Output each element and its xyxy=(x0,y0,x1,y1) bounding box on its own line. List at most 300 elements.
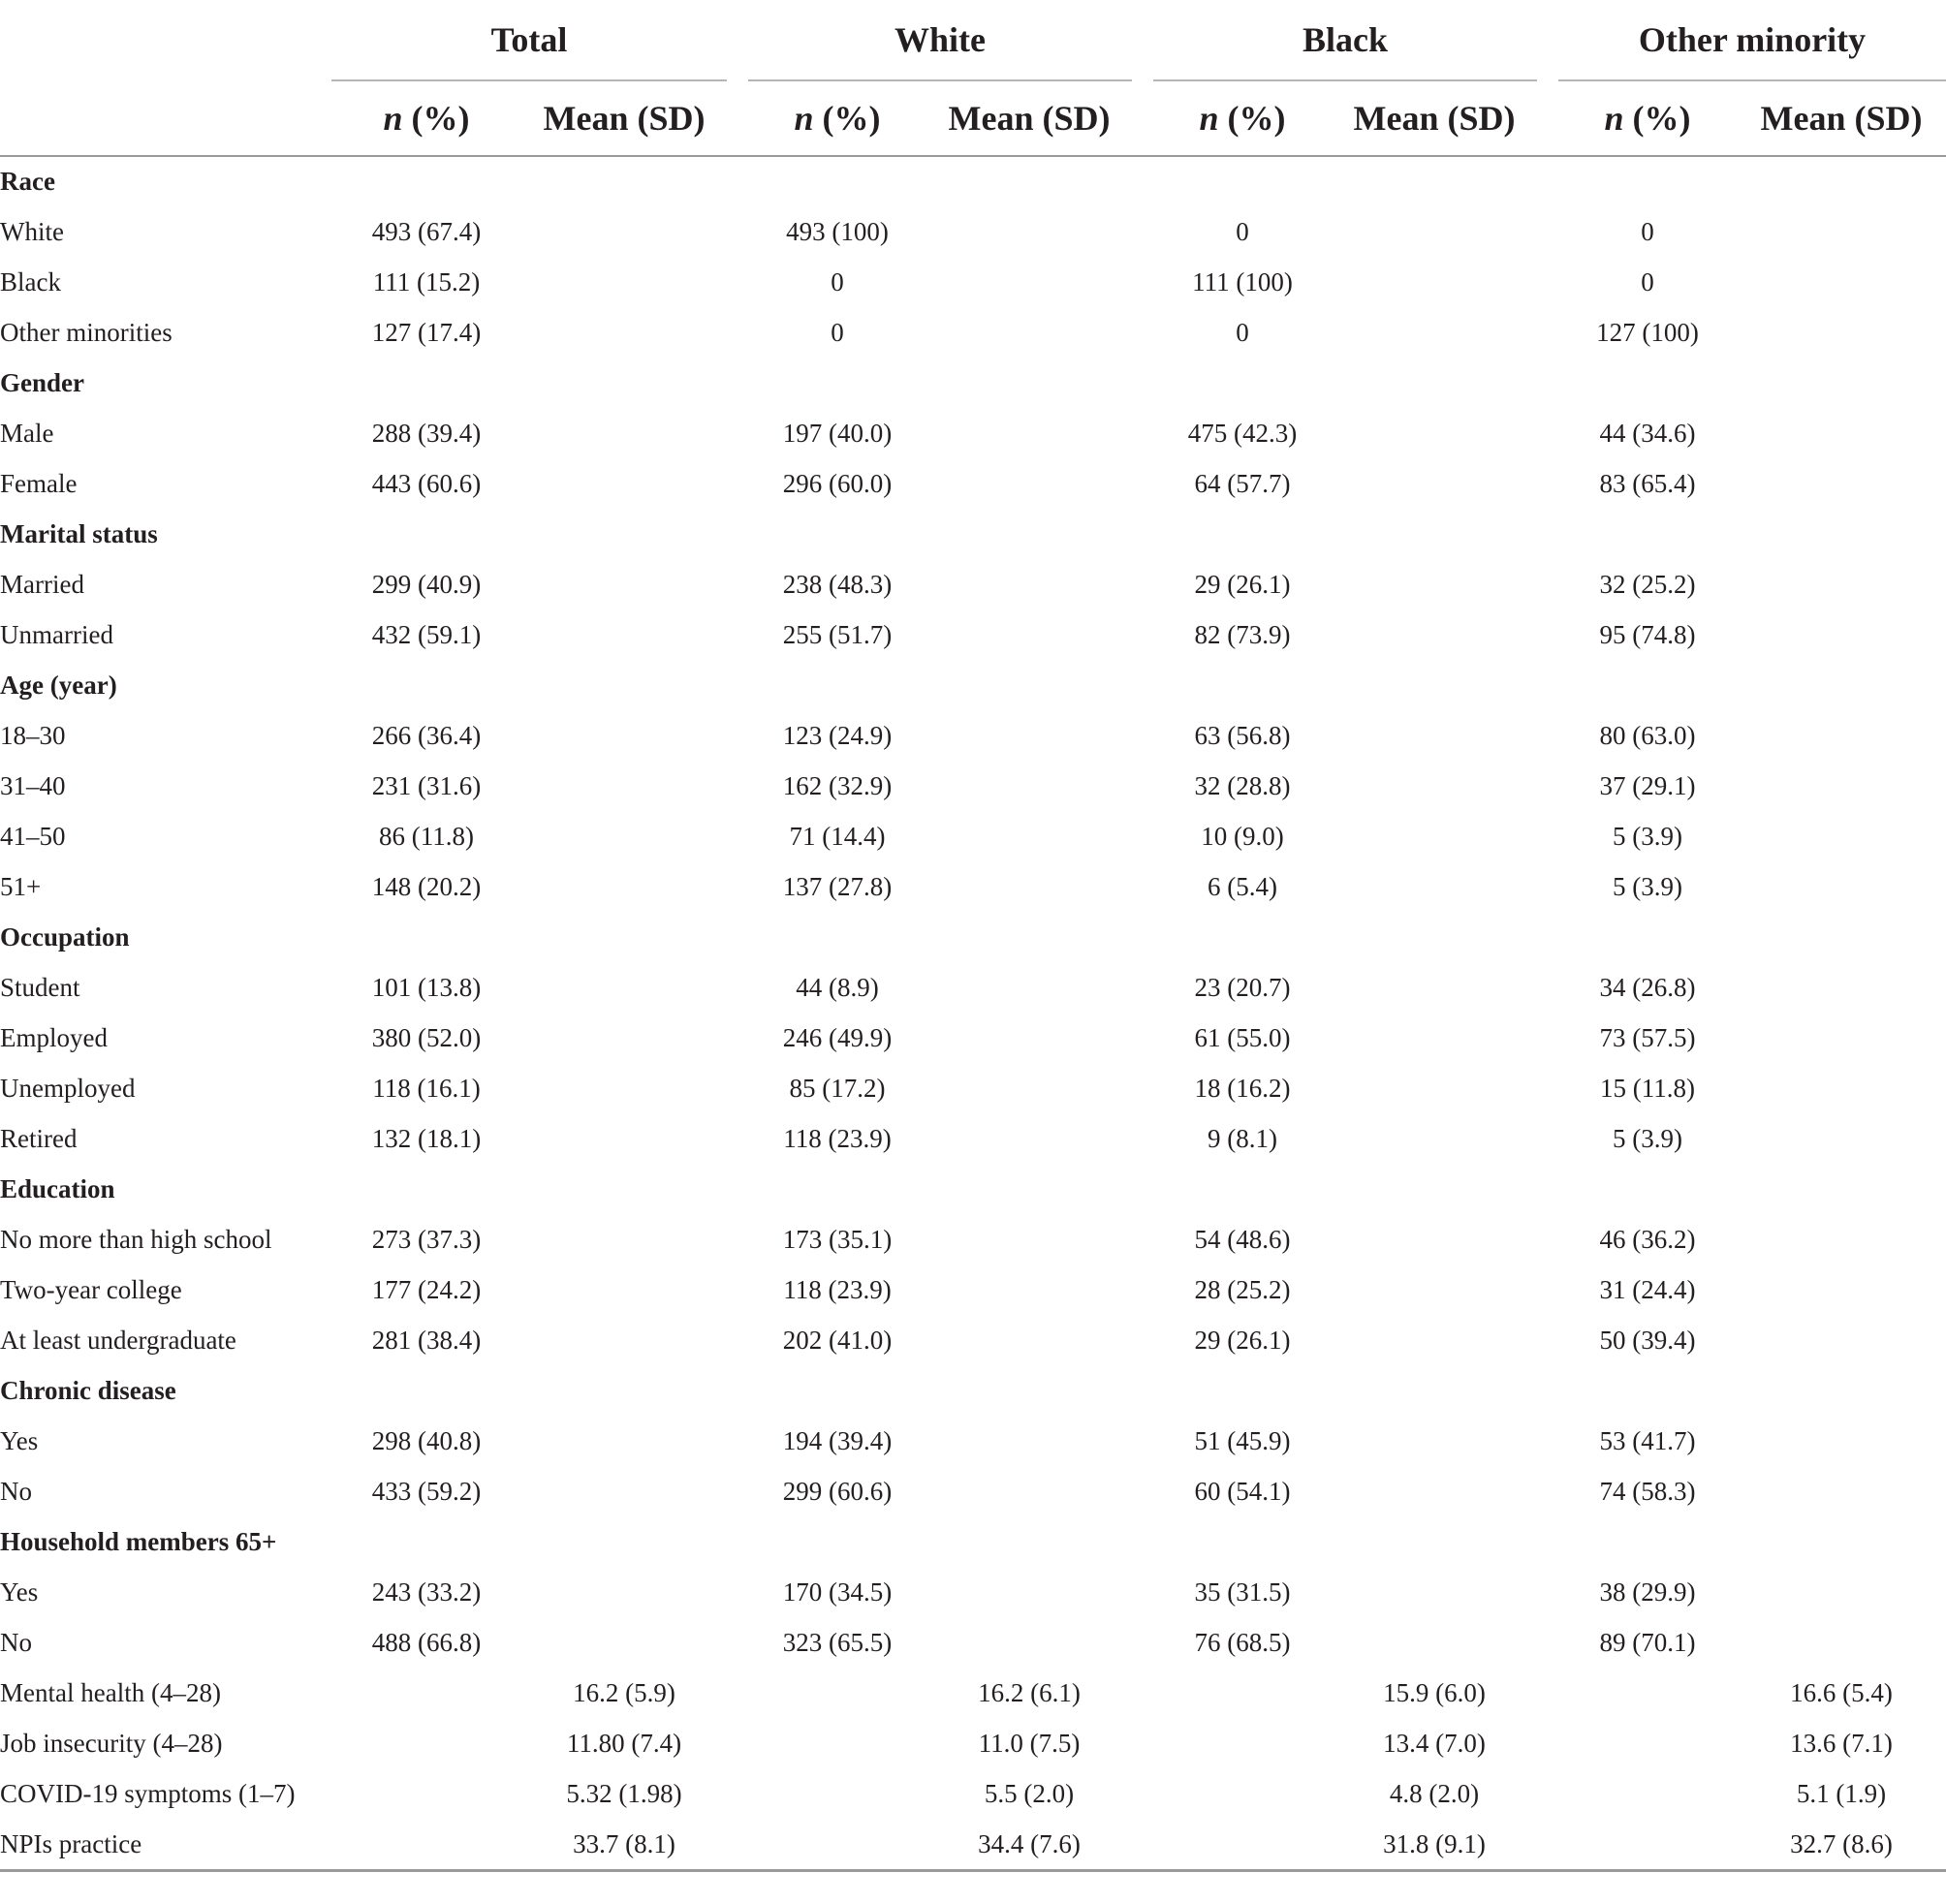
n-percent-header xyxy=(331,80,521,156)
mean-sd-cell xyxy=(521,458,727,509)
gap-cell xyxy=(1132,257,1153,307)
gap-cell xyxy=(727,609,748,660)
n-percent-cell xyxy=(1558,1819,1737,1871)
mean-sd-cell xyxy=(1332,206,1537,257)
gap-cell xyxy=(727,307,748,358)
gap-cell xyxy=(727,660,748,710)
mean-sd-cell: 5.32 (1.98) xyxy=(566,1778,682,1808)
gap-cell xyxy=(1537,1315,1558,1365)
n-percent-cell: 46 (36.2) xyxy=(1599,1224,1696,1254)
n-percent-cell xyxy=(1558,912,1737,962)
mean-sd-cell xyxy=(1737,1214,1946,1264)
mean-sd-cell xyxy=(926,1315,1132,1365)
n-percent-cell: 29 (26.1) xyxy=(1194,1325,1291,1355)
n-percent-cell: 51 (45.9) xyxy=(1194,1425,1291,1455)
gap-cell xyxy=(1537,761,1558,811)
mean-sd-cell xyxy=(926,761,1132,811)
row-label: Married xyxy=(0,569,84,599)
section-header-row xyxy=(0,1164,1946,1214)
mean-sd-cell xyxy=(521,1516,727,1567)
section-header-row xyxy=(0,156,1946,206)
stub-header xyxy=(0,0,331,80)
n-percent-cell: 298 (40.8) xyxy=(371,1425,482,1455)
n-percent-cell: 32 (28.8) xyxy=(1194,770,1291,800)
gap-cell xyxy=(1537,1164,1558,1214)
gap-cell xyxy=(727,861,748,912)
gap-cell xyxy=(1537,408,1558,458)
table-row xyxy=(0,1768,1946,1819)
gap-cell xyxy=(1132,1214,1153,1264)
n-percent-cell xyxy=(1558,660,1737,710)
group-gap xyxy=(1537,0,1558,80)
n-percent-cell xyxy=(331,1718,521,1768)
mean-sd-cell xyxy=(1737,458,1946,509)
gap-cell xyxy=(727,559,748,609)
table-row xyxy=(0,559,1946,609)
gap-cell xyxy=(1132,206,1153,257)
gap-cell xyxy=(1537,1416,1558,1466)
n-symbol: n xyxy=(1199,99,1219,138)
mean-sd-cell xyxy=(1737,1416,1946,1466)
gap-cell xyxy=(1537,861,1558,912)
row-label: COVID-19 symptoms (1–7) xyxy=(0,1778,296,1808)
group-gap xyxy=(727,0,748,80)
gap-cell xyxy=(727,1768,748,1819)
mean-sd-cell: 4.8 (2.0) xyxy=(1389,1778,1480,1808)
n-percent-cell xyxy=(331,509,521,559)
mean-sd-cell xyxy=(521,1264,727,1315)
n-percent-cell xyxy=(331,1365,521,1416)
n-percent-cell: 38 (29.9) xyxy=(1599,1576,1696,1607)
n-percent-cell xyxy=(1558,1718,1737,1768)
gap-cell xyxy=(1537,1063,1558,1113)
n-percent-cell: 0 xyxy=(831,317,844,347)
mean-sd-cell xyxy=(1737,710,1946,761)
mean-sd-cell xyxy=(521,307,727,358)
gap-cell xyxy=(1132,509,1153,559)
section-header-row xyxy=(0,660,1946,710)
mean-sd-header: Mean (SD) xyxy=(1737,80,1946,156)
n-percent-cell xyxy=(331,156,521,206)
mean-sd-cell xyxy=(521,1315,727,1365)
mean-sd-cell xyxy=(1737,1315,1946,1365)
mean-sd-cell xyxy=(926,1164,1132,1214)
gap-cell xyxy=(1132,458,1153,509)
gap-cell xyxy=(727,1365,748,1416)
mean-sd-cell xyxy=(1737,962,1946,1013)
mean-sd-cell xyxy=(521,1063,727,1113)
n-percent-cell: 60 (54.1) xyxy=(1194,1476,1291,1506)
n-percent-cell: 194 (39.4) xyxy=(782,1425,893,1455)
subheader-row xyxy=(0,80,1946,156)
n-percent-cell: 202 (41.0) xyxy=(782,1325,893,1355)
row-label: Other minorities xyxy=(0,317,173,347)
mean-sd-cell: 33.7 (8.1) xyxy=(521,1819,727,1871)
row-label: Male xyxy=(0,418,54,448)
n-percent-cell xyxy=(331,1516,521,1567)
n-percent-cell: 76 (68.5) xyxy=(1194,1627,1291,1657)
gap-cell xyxy=(1537,811,1558,861)
gap-cell xyxy=(727,1164,748,1214)
n-percent-cell xyxy=(1558,1365,1737,1416)
n-percent-cell: 493 (67.4) xyxy=(371,216,482,246)
n-percent-cell: 85 (17.2) xyxy=(789,1073,886,1103)
group-gap xyxy=(1132,0,1153,80)
mean-sd-cell xyxy=(521,206,727,257)
n-percent-cell: 37 (29.1) xyxy=(1599,770,1696,800)
n-percent-cell xyxy=(748,1516,926,1567)
gap-cell xyxy=(1132,1617,1153,1668)
mean-sd-cell xyxy=(521,156,727,206)
table-row xyxy=(0,1416,1946,1466)
row-label: 41–50 xyxy=(0,821,66,851)
n-percent-cell: 44 (34.6) xyxy=(1599,418,1696,448)
n-percent-cell xyxy=(1153,509,1332,559)
gap-cell xyxy=(1537,1466,1558,1516)
n-percent-cell: 380 (52.0) xyxy=(371,1022,482,1052)
gap-cell xyxy=(1132,1668,1153,1718)
n-percent-cell: 95 (74.8) xyxy=(1599,619,1696,649)
section-label: Marital status xyxy=(0,518,158,548)
gap-cell xyxy=(727,912,748,962)
mean-sd-cell xyxy=(926,559,1132,609)
table-row xyxy=(0,609,1946,660)
row-label: Female xyxy=(0,468,78,498)
mean-sd-cell xyxy=(521,257,727,307)
gap-cell xyxy=(727,962,748,1013)
mean-sd-cell xyxy=(1332,1113,1537,1164)
mean-sd-cell xyxy=(521,609,727,660)
n-percent-cell: 127 (17.4) xyxy=(371,317,482,347)
group-header-white: White xyxy=(748,0,1132,80)
gap-cell xyxy=(1537,1718,1558,1768)
row-label: Yes xyxy=(0,1576,39,1607)
row-label: Yes xyxy=(0,1425,39,1455)
gap-cell xyxy=(727,1567,748,1617)
mean-sd-cell xyxy=(1332,912,1537,962)
n-percent-cell xyxy=(748,1718,926,1768)
mean-sd-cell xyxy=(1332,1164,1537,1214)
gap-cell xyxy=(1537,509,1558,559)
n-percent-cell: 137 (27.8) xyxy=(782,871,893,901)
n-percent-cell: 64 (57.7) xyxy=(1194,468,1291,498)
gap-cell xyxy=(1132,710,1153,761)
mean-sd-cell xyxy=(1332,861,1537,912)
gap-cell xyxy=(1537,710,1558,761)
subheader-gap xyxy=(1537,80,1558,156)
n-percent-cell: 281 (38.4) xyxy=(371,1325,482,1355)
gap-cell xyxy=(1132,962,1153,1013)
mean-sd-cell xyxy=(521,509,727,559)
mean-sd-cell: 32.7 (8.6) xyxy=(1737,1819,1946,1871)
n-percent-cell: 197 (40.0) xyxy=(782,418,893,448)
percent-label: (%) xyxy=(402,99,470,138)
gap-cell xyxy=(1132,1113,1153,1164)
n-percent-cell: 0 xyxy=(1236,216,1249,246)
row-label: Two-year college xyxy=(0,1274,182,1304)
table-row xyxy=(0,710,1946,761)
mean-sd-header: Mean (SD) xyxy=(1332,80,1537,156)
mean-sd-cell xyxy=(1737,1466,1946,1516)
n-percent-cell xyxy=(1153,1768,1332,1819)
gap-cell xyxy=(727,458,748,509)
mean-sd-cell xyxy=(1737,509,1946,559)
n-percent-cell: 74 (58.3) xyxy=(1599,1476,1696,1506)
gap-cell xyxy=(1132,1516,1153,1567)
mean-sd-cell xyxy=(521,660,727,710)
n-percent-cell: 35 (31.5) xyxy=(1194,1576,1291,1607)
n-percent-cell xyxy=(748,1365,926,1416)
gap-cell xyxy=(1132,609,1153,660)
mean-sd-cell: 5.5 (2.0) xyxy=(984,1778,1075,1808)
n-percent-cell: 266 (36.4) xyxy=(371,720,482,750)
n-percent-cell: 432 (59.1) xyxy=(371,619,482,649)
gap-cell xyxy=(1132,1013,1153,1063)
n-percent-cell xyxy=(1153,156,1332,206)
gap-cell xyxy=(1537,912,1558,962)
n-percent-cell: 5 (3.9) xyxy=(1613,1123,1683,1153)
mean-sd-cell xyxy=(926,912,1132,962)
gap-cell xyxy=(727,408,748,458)
mean-sd-cell xyxy=(1332,1365,1537,1416)
n-percent-cell: 475 (42.3) xyxy=(1187,418,1298,448)
gap-cell xyxy=(727,1718,748,1768)
gap-cell xyxy=(727,1668,748,1718)
table-row xyxy=(0,1264,1946,1315)
n-percent-cell: 89 (70.1) xyxy=(1599,1627,1696,1657)
section-label: Occupation xyxy=(0,921,130,952)
gap-cell xyxy=(1132,912,1153,962)
mean-sd-cell xyxy=(1332,660,1537,710)
mean-sd-cell xyxy=(1737,912,1946,962)
n-percent-cell xyxy=(748,1768,926,1819)
n-percent-cell: 32 (25.2) xyxy=(1599,569,1696,599)
mean-sd-cell xyxy=(521,912,727,962)
n-percent-cell xyxy=(331,912,521,962)
n-percent-cell: 148 (20.2) xyxy=(371,871,482,901)
mean-sd-cell xyxy=(1332,559,1537,609)
n-percent-cell xyxy=(1153,1516,1332,1567)
table-row xyxy=(0,1315,1946,1365)
gap-cell xyxy=(1537,358,1558,408)
mean-sd-cell xyxy=(926,1013,1132,1063)
n-percent-cell xyxy=(1558,1516,1737,1567)
mean-sd-cell xyxy=(926,206,1132,257)
mean-sd-header: Mean (SD) xyxy=(926,80,1132,156)
mean-sd-cell xyxy=(521,408,727,458)
mean-sd-cell xyxy=(521,1466,727,1516)
mean-sd-cell xyxy=(521,1214,727,1264)
n-percent-cell: 111 (100) xyxy=(1192,266,1293,297)
n-percent-cell: 10 (9.0) xyxy=(1201,821,1284,851)
mean-sd-cell: 11.0 (7.5) xyxy=(978,1728,1081,1758)
n-percent-cell: 83 (65.4) xyxy=(1599,468,1696,498)
mean-sd-cell xyxy=(521,1164,727,1214)
gap-cell xyxy=(727,156,748,206)
n-percent-cell: 80 (63.0) xyxy=(1599,720,1696,750)
gap-cell xyxy=(1132,861,1153,912)
n-percent-cell: 433 (59.2) xyxy=(371,1476,482,1506)
n-percent-cell: 5 (3.9) xyxy=(1613,821,1683,851)
mean-sd-cell xyxy=(926,509,1132,559)
mean-sd-cell xyxy=(521,861,727,912)
mean-sd-cell xyxy=(1332,307,1537,358)
group-header-other-minority: Other minority xyxy=(1558,0,1946,80)
mean-sd-cell xyxy=(1332,811,1537,861)
gap-cell xyxy=(1132,1063,1153,1113)
n-percent-cell: 299 (60.6) xyxy=(782,1476,893,1506)
n-symbol: n xyxy=(794,99,814,138)
table-row xyxy=(0,761,1946,811)
mean-sd-cell xyxy=(1737,1567,1946,1617)
mean-sd-cell xyxy=(1332,458,1537,509)
gap-cell xyxy=(727,761,748,811)
section-header-row xyxy=(0,912,1946,962)
row-label: Black xyxy=(0,266,61,297)
mean-sd-cell: 13.6 (7.1) xyxy=(1790,1728,1893,1758)
gap-cell xyxy=(1132,358,1153,408)
mean-sd-cell: 15.9 (6.0) xyxy=(1383,1677,1486,1707)
mean-sd-header: Mean (SD) xyxy=(521,80,727,156)
n-percent-cell xyxy=(1558,1768,1737,1819)
n-percent-cell xyxy=(1153,1164,1332,1214)
gap-cell xyxy=(727,1113,748,1164)
n-percent-cell xyxy=(748,660,926,710)
mean-sd-cell xyxy=(1332,1567,1537,1617)
section-header-row xyxy=(0,358,1946,408)
n-percent-cell xyxy=(331,1668,521,1718)
n-percent-cell xyxy=(1153,660,1332,710)
mean-sd-cell xyxy=(1332,609,1537,660)
n-percent-cell: 31 (24.4) xyxy=(1599,1274,1696,1304)
n-percent-cell: 63 (56.8) xyxy=(1194,720,1291,750)
mean-sd-cell xyxy=(1332,1617,1537,1668)
n-percent-cell: 54 (48.6) xyxy=(1194,1224,1291,1254)
gap-cell xyxy=(727,1264,748,1315)
n-percent-cell: 127 (100) xyxy=(1596,317,1699,347)
mean-sd-cell xyxy=(1332,1214,1537,1264)
mean-sd-cell xyxy=(1737,1365,1946,1416)
n-percent-cell: 0 xyxy=(1236,317,1249,347)
mean-sd-cell: 31.8 (9.1) xyxy=(1332,1819,1537,1871)
section-label: Race xyxy=(0,167,55,196)
gap-cell xyxy=(1537,1365,1558,1416)
n-percent-cell: 162 (32.9) xyxy=(782,770,893,800)
n-percent-cell xyxy=(748,509,926,559)
n-percent-cell: 443 (60.6) xyxy=(371,468,482,498)
mean-sd-cell xyxy=(1737,1063,1946,1113)
mean-sd-cell xyxy=(1332,1516,1537,1567)
n-percent-cell: 0 xyxy=(1641,266,1654,297)
n-percent-cell: 323 (65.5) xyxy=(782,1627,893,1657)
n-percent-cell: 73 (57.5) xyxy=(1599,1022,1696,1052)
n-percent-cell: 71 (14.4) xyxy=(789,821,886,851)
gap-cell xyxy=(1537,1013,1558,1063)
n-symbol: n xyxy=(383,99,403,138)
mean-sd-cell xyxy=(1332,257,1537,307)
n-percent-cell xyxy=(331,1819,521,1871)
mean-sd-cell xyxy=(521,1113,727,1164)
gap-cell xyxy=(1132,1768,1153,1819)
n-percent-cell xyxy=(748,156,926,206)
n-percent-cell: 86 (11.8) xyxy=(379,821,474,851)
gap-cell xyxy=(1537,1264,1558,1315)
mean-sd-cell xyxy=(521,559,727,609)
mean-sd-cell xyxy=(521,358,727,408)
gap-cell xyxy=(727,710,748,761)
mean-sd-cell xyxy=(1737,156,1946,206)
gap-cell xyxy=(1537,206,1558,257)
n-percent-cell xyxy=(1558,509,1737,559)
section-label: Age (year) xyxy=(0,670,117,700)
mean-sd-cell xyxy=(926,1365,1132,1416)
mean-sd-cell xyxy=(521,962,727,1013)
gap-cell xyxy=(727,1315,748,1365)
n-percent-header xyxy=(748,80,926,156)
gap-cell xyxy=(727,1063,748,1113)
mean-sd-cell xyxy=(1737,1617,1946,1668)
n-percent-cell: 0 xyxy=(1641,216,1654,246)
section-label: Household members 65+ xyxy=(0,1526,277,1556)
gap-cell xyxy=(1537,458,1558,509)
row-label: Mental health (4–28) xyxy=(0,1677,221,1707)
n-percent-cell: 34 (26.8) xyxy=(1599,972,1696,1002)
gap-cell xyxy=(1537,1516,1558,1567)
mean-sd-cell xyxy=(1737,761,1946,811)
table-row xyxy=(0,1668,1946,1718)
table-row xyxy=(0,257,1946,307)
n-percent-cell xyxy=(1558,358,1737,408)
mean-sd-cell xyxy=(926,1416,1132,1466)
gap-cell xyxy=(727,1214,748,1264)
n-symbol: n xyxy=(1604,99,1624,138)
n-percent-cell xyxy=(748,358,926,408)
table-row xyxy=(0,962,1946,1013)
gap-cell xyxy=(727,1013,748,1063)
gap-cell xyxy=(727,509,748,559)
mean-sd-cell xyxy=(926,358,1132,408)
n-percent-cell: 123 (24.9) xyxy=(782,720,893,750)
gap-cell xyxy=(1132,761,1153,811)
table-row xyxy=(0,1113,1946,1164)
mean-sd-cell: 11.80 (7.4) xyxy=(566,1728,682,1758)
n-percent-cell: 82 (73.9) xyxy=(1194,619,1291,649)
n-percent-cell: 118 (16.1) xyxy=(372,1073,481,1103)
n-percent-cell: 111 (15.2) xyxy=(372,266,481,297)
gap-cell xyxy=(1537,1768,1558,1819)
mean-sd-cell xyxy=(521,1567,727,1617)
gap-cell xyxy=(1537,1617,1558,1668)
mean-sd-cell xyxy=(521,761,727,811)
mean-sd-cell xyxy=(1332,1315,1537,1365)
n-percent-cell xyxy=(748,1819,926,1871)
n-percent-cell: 101 (13.8) xyxy=(371,972,482,1002)
n-percent-cell: 170 (34.5) xyxy=(782,1576,893,1607)
group-header-total: Total xyxy=(331,0,727,80)
mean-sd-cell xyxy=(1332,1063,1537,1113)
n-percent-cell xyxy=(331,1164,521,1214)
table-row xyxy=(0,1466,1946,1516)
mean-sd-cell xyxy=(926,861,1132,912)
n-percent-cell: 15 (11.8) xyxy=(1600,1073,1696,1103)
gap-cell xyxy=(1537,1567,1558,1617)
gap-cell xyxy=(1132,1416,1153,1466)
n-percent-header xyxy=(1153,80,1332,156)
n-percent-cell: 50 (39.4) xyxy=(1599,1325,1696,1355)
mean-sd-cell xyxy=(1737,1164,1946,1214)
n-percent-cell: 23 (20.7) xyxy=(1194,972,1291,1002)
n-percent-cell: 296 (60.0) xyxy=(782,468,893,498)
